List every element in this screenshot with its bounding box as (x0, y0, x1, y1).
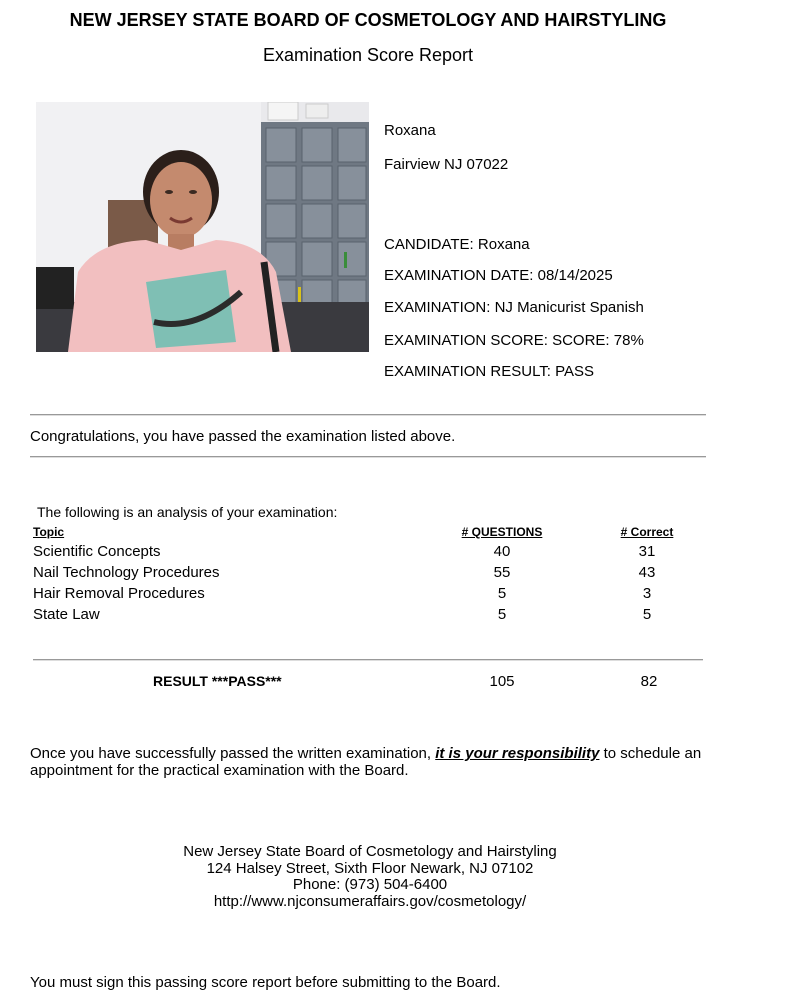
candidate-line: CANDIDATE: Roxana (384, 236, 530, 253)
questions-cell: 40 (493, 543, 511, 560)
total-questions: 105 (489, 673, 515, 690)
exam-date: EXAMINATION DATE: 08/14/2025 (384, 267, 613, 284)
candidate-name: Roxana (384, 122, 436, 139)
questions-cell: 5 (497, 606, 507, 623)
candidate-location: Fairview NJ 07022 (384, 156, 509, 173)
board-phone: Phone: (973) 504-6400 (292, 876, 448, 893)
divider (33, 659, 703, 661)
topic-cell: Scientific Concepts (33, 543, 161, 560)
divider (30, 456, 706, 458)
correct-cell: 5 (642, 606, 652, 623)
correct-cell: 43 (638, 564, 656, 581)
divider (30, 414, 706, 416)
total-correct: 82 (640, 673, 658, 690)
topic-cell: State Law (33, 606, 100, 623)
report-subtitle: Examination Score Report (262, 45, 474, 65)
correct-cell: 31 (638, 543, 656, 560)
column-header-topic: Topic (33, 525, 65, 539)
report-title: NEW JERSEY STATE BOARD OF COSMETOLOGY AND HAIRSTYLING (69, 10, 667, 30)
result-total-label: RESULT ***PASS*** (153, 673, 282, 689)
table-row (0, 564, 792, 585)
board-address: 124 Halsey Street, Sixth Floor Newark, NJ 07102 (206, 860, 534, 877)
practical-exam-notice (30, 745, 710, 779)
board-name: New Jersey State Board of Cosmetology and Hairstyling (183, 843, 557, 860)
board-website: http://www.njconsumeraffairs.gov/cosmetology/ (213, 893, 527, 910)
notice-text: Once you have successfully passed the written examination, (30, 745, 436, 762)
exam-name: EXAMINATION: NJ Manicurist Spanish (384, 299, 644, 316)
exam-score: EXAMINATION SCORE: SCORE: 78% (384, 332, 644, 349)
table-row (0, 585, 792, 606)
table-row (0, 606, 792, 627)
topic-cell: Nail Technology Procedures (33, 564, 220, 581)
notice-text: to schedule an appointment for the practical examination with the Board. (30, 745, 702, 779)
topic-cell: Hair Removal Procedures (33, 585, 205, 602)
candidate-photo (36, 102, 369, 352)
responsibility-emphasis: it is your responsibility (435, 745, 600, 762)
exam-result: EXAMINATION RESULT: PASS (384, 363, 595, 380)
questions-cell: 55 (493, 564, 511, 581)
analysis-intro: The following is an analysis of your examination: (37, 504, 338, 520)
congratulations-message: Congratulations, you have passed the examination listed above. (30, 428, 456, 445)
signature-notice: You must sign this passing score report before submitting to the Board. (30, 974, 501, 991)
column-header-questions: # QUESTIONS (461, 525, 543, 539)
correct-cell: 3 (642, 585, 652, 602)
questions-cell: 5 (497, 585, 507, 602)
table-row (0, 543, 792, 564)
column-header-correct: # Correct (620, 525, 674, 539)
